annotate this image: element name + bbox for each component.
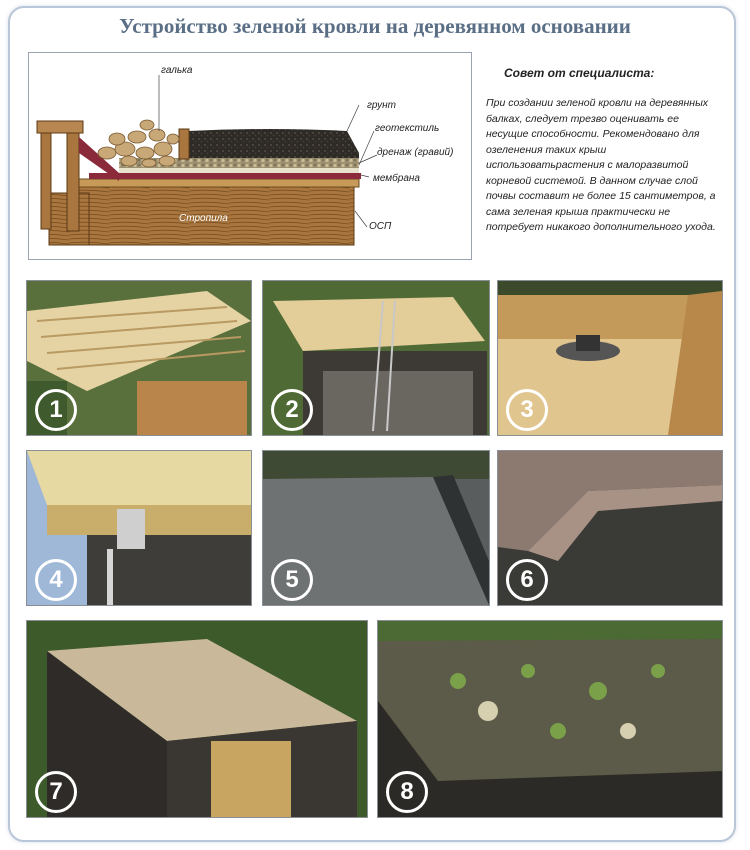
soil-layer	[189, 129, 359, 158]
step-photo-6	[497, 450, 723, 606]
diagram-svg	[29, 53, 471, 259]
step-number-5: 5	[271, 559, 313, 601]
step-photo-1	[26, 280, 252, 436]
step-photo-5	[262, 450, 490, 606]
step-number-4: 4	[35, 559, 77, 601]
step-number-2: 2	[271, 389, 313, 431]
step-photo-2	[262, 280, 490, 436]
geotextile-layer	[119, 168, 359, 173]
step-photo-3	[497, 280, 723, 436]
tip-body: При создании зеленой кровли на деревянных балках, следует трезво оценивать ее несущие способности. Рекомендовано для озеленения таких крыш использоватьрастения с малоразвитой корневой системой. В данном случае слой почвы составит не более 15 сантиметров, а сама зеленая крыша практически не потребует никакого дополнительного ухода.	[486, 97, 716, 233]
step-number-6: 6	[506, 559, 548, 601]
osb-layer	[79, 179, 359, 187]
label-soil: грунт	[367, 100, 396, 111]
photo-7-art	[27, 621, 367, 817]
label-rafters: Стропила	[179, 213, 228, 224]
step-number-1: 1	[35, 389, 77, 431]
label-pebbles: галька	[161, 65, 193, 76]
step-number-7: 7	[35, 771, 77, 813]
step-photo-4	[26, 450, 252, 606]
label-geotextile: геотекстиль	[375, 123, 440, 134]
step-photo-7	[26, 620, 368, 818]
photo-8-art	[378, 621, 722, 817]
step-number-3: 3	[506, 389, 548, 431]
step-photo-8	[377, 620, 723, 818]
tip-heading: Совет от специалиста:	[504, 66, 655, 80]
roof-cross-section-diagram	[28, 52, 472, 260]
label-membrane: мембрана	[373, 173, 420, 184]
label-osb: ОСП	[369, 221, 392, 232]
membrane-layer	[89, 173, 361, 179]
label-drainage: дренаж (гравий)	[377, 147, 454, 158]
step-number-8: 8	[386, 771, 428, 813]
page-title: Устройство зеленой кровли на деревянном основании	[119, 14, 631, 38]
